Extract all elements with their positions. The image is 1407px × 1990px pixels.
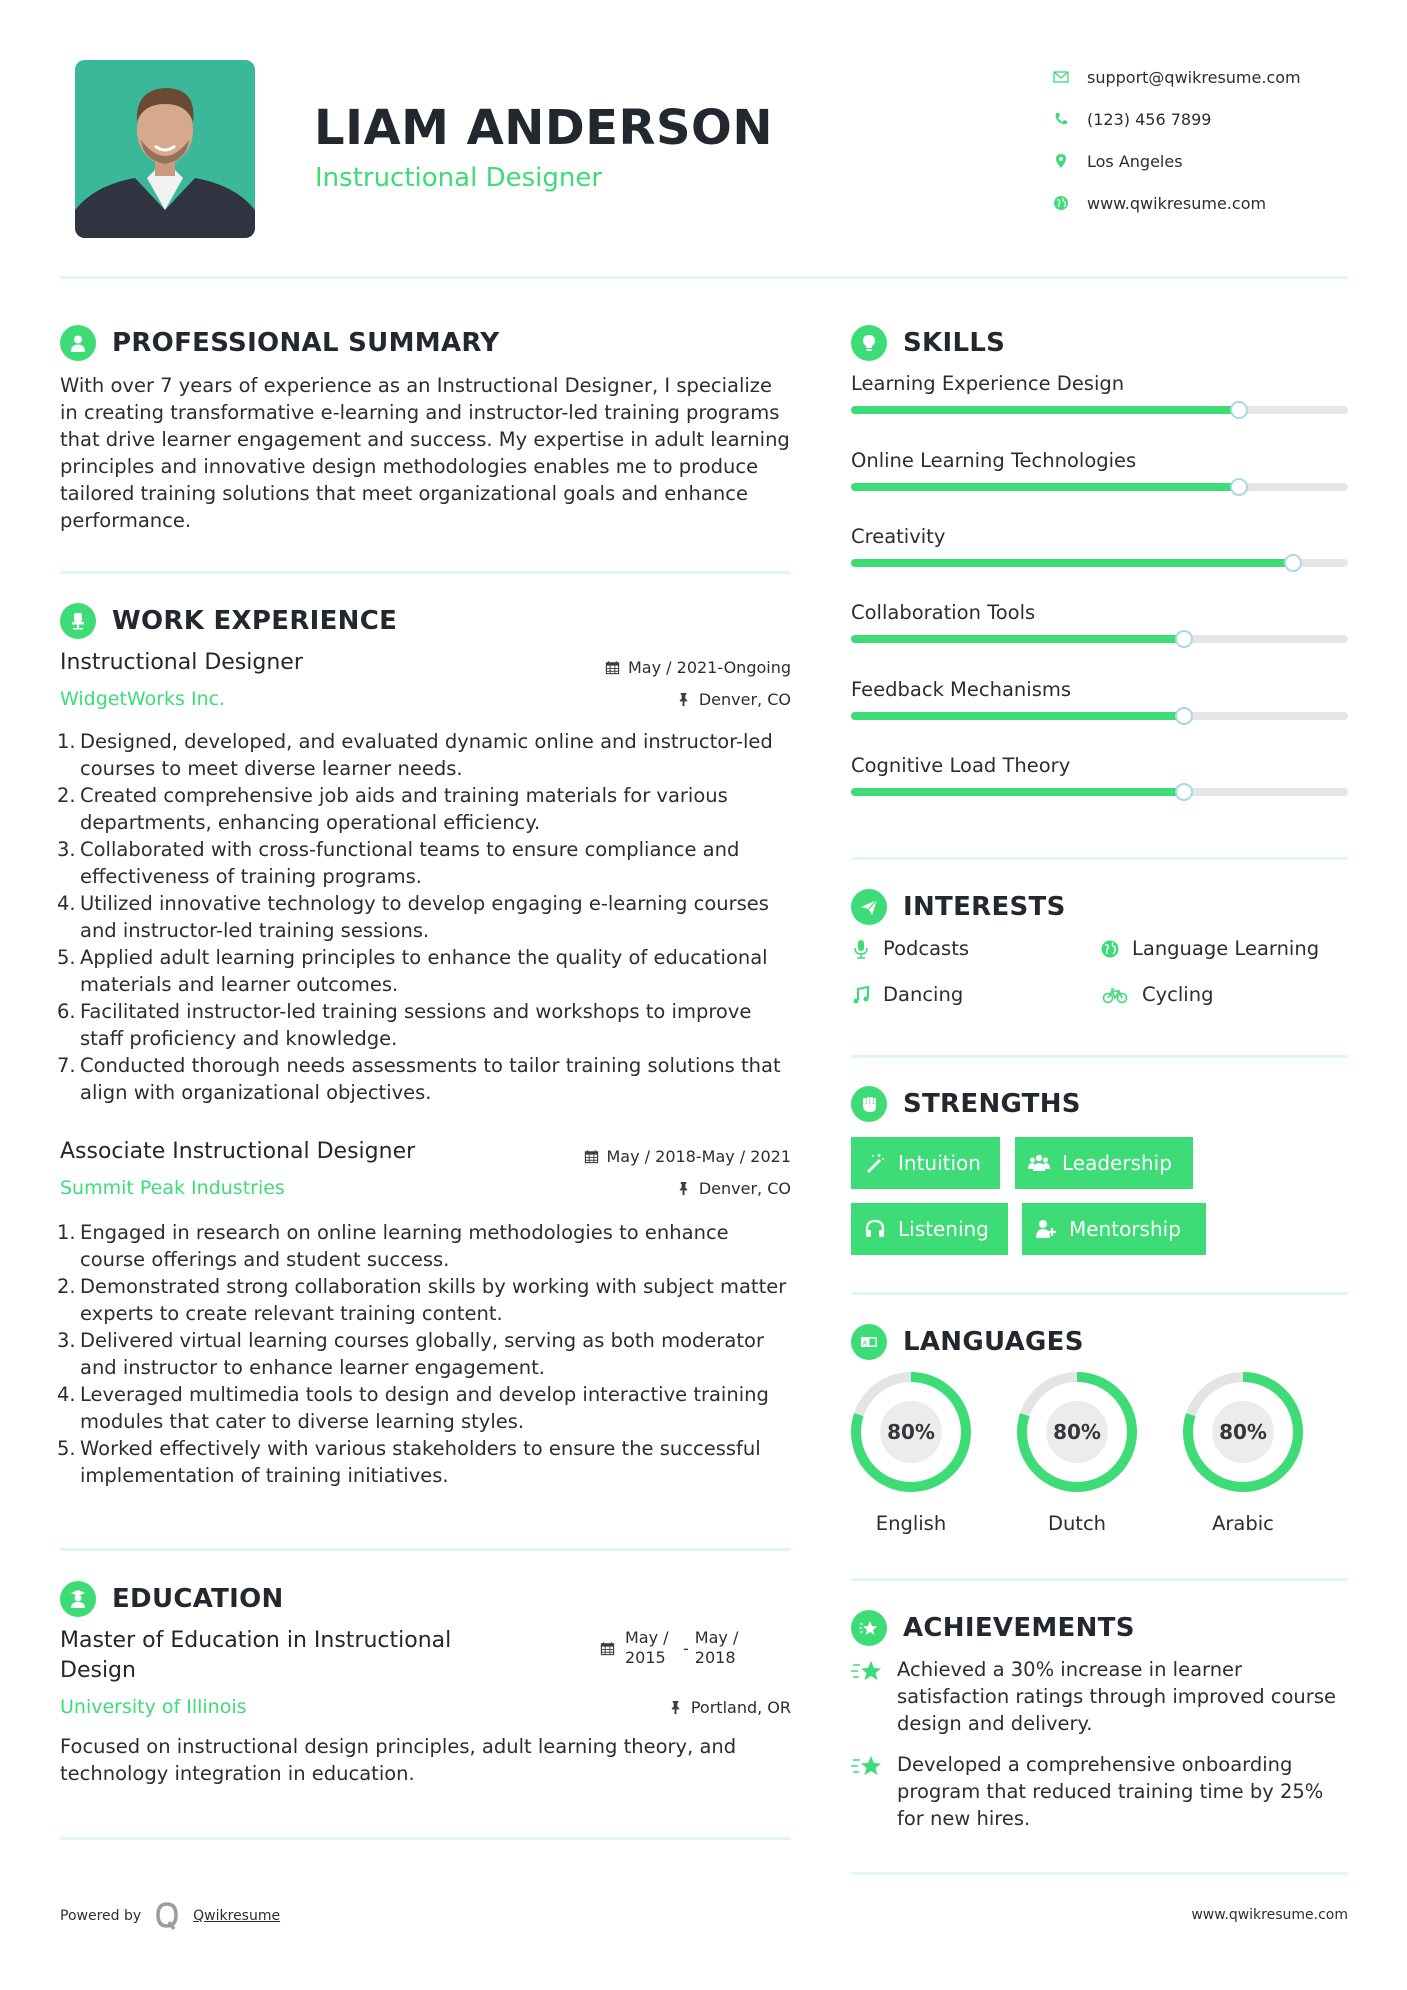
education-location-text: Portland, OR — [690, 1698, 791, 1717]
job-dates-text: May / 2021-Ongoing — [628, 658, 791, 677]
education-divider — [60, 1837, 791, 1840]
microphone-icon — [851, 939, 871, 959]
interest-label: Cycling — [1142, 983, 1214, 1006]
interest-label: Language Learning — [1132, 937, 1320, 960]
job-dates — [584, 1147, 792, 1166]
calendar-icon — [584, 1149, 599, 1164]
interest-item — [851, 937, 969, 960]
contact-phone[interactable] — [1052, 98, 1352, 140]
education-title: EDUCATION — [112, 1584, 284, 1614]
job-company: Summit Peak Industries — [60, 1177, 285, 1199]
calendar-icon — [605, 660, 620, 675]
strength-label: Intuition — [898, 1151, 981, 1175]
skill-slider[interactable] — [851, 788, 1348, 796]
summary-title: PROFESSIONAL SUMMARY — [112, 328, 500, 358]
education-end: May / 2018 — [694, 1628, 739, 1667]
strengths-divider — [851, 1292, 1348, 1295]
skill-fill — [851, 635, 1184, 643]
job-company: WidgetWorks Inc. — [60, 688, 226, 710]
strength-chip — [1015, 1137, 1193, 1189]
star-icon — [851, 1658, 885, 1686]
phone-icon — [1052, 110, 1070, 128]
skill-fill — [851, 559, 1293, 567]
strengths-heading — [851, 1086, 1081, 1122]
job-title: Associate Instructional Designer — [60, 1139, 416, 1164]
language-name: English — [875, 1512, 947, 1535]
strength-chip — [851, 1203, 1008, 1255]
contact-email-text: support@qwikresume.com — [1087, 67, 1301, 87]
language-percent: 80% — [1219, 1420, 1267, 1444]
skill-slider[interactable] — [851, 483, 1348, 491]
strength-label: Listening — [898, 1217, 989, 1241]
job-bullet: 2. Demonstrated strong collaboration skills by working with subject matter experts to create relevant training content. — [57, 1275, 787, 1325]
job-dates-text: May / 2018-May / 2021 — [606, 1147, 791, 1166]
languages-heading — [851, 1324, 1084, 1360]
experience-title: WORK EXPERIENCE — [112, 606, 398, 636]
language-percent: 80% — [887, 1420, 935, 1444]
fist-icon — [851, 1086, 887, 1122]
job-bullet: 4. Utilized innovative technology to develop engaging e-learning courses and instructor-led training sessions. — [57, 892, 769, 942]
skill-slider[interactable] — [851, 635, 1348, 643]
interests-divider — [851, 1055, 1348, 1058]
education-start: May / 2015 — [625, 1628, 669, 1667]
interest-item — [1100, 937, 1319, 960]
strengths-title: STRENGTHS — [903, 1089, 1081, 1119]
achievement-item — [851, 1656, 1348, 1737]
language-name: Arabic — [1212, 1512, 1274, 1535]
languages-title: LANGUAGES — [903, 1327, 1084, 1357]
interests-title: INTERESTS — [903, 892, 1066, 922]
contact-list — [1052, 56, 1352, 224]
skill-knob[interactable] — [1230, 478, 1248, 496]
language-item — [1181, 1370, 1305, 1535]
skill-label: Learning Experience Design — [851, 372, 1125, 395]
skill-knob[interactable] — [1230, 401, 1248, 419]
job-bullet: 5. Applied adult learning principles to enhance the quality of educational materials and learner outcomes. — [57, 946, 768, 996]
job-bullet: 1. Engaged in research on online learning methodologies to enhance course offerings and student success. — [57, 1221, 729, 1271]
strength-label: Mentorship — [1069, 1217, 1181, 1241]
achievement-item — [851, 1751, 1348, 1832]
job-bullet: 6. Facilitated instructor-led training sessions and workshops to improve staff proficiency and knowledge. — [57, 1000, 752, 1050]
job-bullet: 1. Designed, developed, and evaluated dynamic online and instructor-led courses to meet diverse learner needs. — [57, 730, 773, 780]
job-location-text: Denver, CO — [698, 1179, 791, 1198]
powered-by-label: Powered by — [60, 1908, 142, 1924]
summary-divider — [60, 571, 791, 574]
magic-wand-icon — [864, 1152, 886, 1174]
job-bullet: 3. Delivered virtual learning courses globally, serving as both moderator and instructor to enhance learner engagement. — [57, 1329, 764, 1379]
contact-location-text: Los Angeles — [1087, 151, 1183, 171]
pushpin-icon — [676, 692, 691, 707]
interests-heading — [851, 889, 1066, 925]
skill-label: Creativity — [851, 525, 946, 548]
skill-fill — [851, 712, 1184, 720]
translate-icon — [851, 1324, 887, 1360]
achievements-heading — [851, 1610, 1135, 1646]
language-ring — [1015, 1370, 1139, 1494]
skill-label: Collaboration Tools — [851, 601, 1036, 624]
user-icon — [60, 325, 96, 361]
graduate-icon — [60, 1581, 96, 1617]
chair-icon — [60, 603, 96, 639]
education-location — [668, 1698, 791, 1717]
job-entry — [57, 648, 791, 1106]
lightbulb-icon — [851, 325, 887, 361]
job-dates — [605, 658, 791, 677]
headphones-icon — [864, 1218, 886, 1240]
skill-item — [851, 372, 1348, 395]
skill-fill — [851, 406, 1239, 414]
pushpin-icon — [668, 1700, 683, 1715]
job-title: Instructional Designer — [60, 650, 303, 675]
language-item — [849, 1370, 973, 1535]
star-icon — [851, 1753, 885, 1781]
experience-divider — [60, 1548, 791, 1551]
strength-chip — [851, 1137, 1000, 1189]
interest-item — [1100, 983, 1213, 1006]
contact-email[interactable] — [1052, 56, 1352, 98]
contact-website[interactable] — [1052, 182, 1352, 224]
calendar-icon — [600, 1641, 615, 1656]
skills-heading — [851, 325, 1005, 361]
education-dates — [600, 1628, 745, 1668]
envelope-icon — [1052, 68, 1070, 86]
skill-label: Feedback Mechanisms — [851, 678, 1072, 701]
footer-website[interactable]: www.qwikresume.com — [1191, 1907, 1348, 1923]
job-bullets — [57, 728, 791, 1106]
qwikresume-link[interactable]: Qwikresume — [193, 1908, 281, 1924]
date-separator: - — [683, 1638, 689, 1658]
languages-divider — [851, 1578, 1348, 1581]
globe-icon — [1052, 194, 1070, 212]
skill-knob[interactable] — [1175, 630, 1193, 648]
job-bullet: 3. Collaborated with cross-functional teams to ensure compliance and effectiveness of training programs. — [57, 838, 740, 888]
interest-label: Dancing — [883, 983, 964, 1006]
skill-item — [851, 601, 1348, 624]
skills-divider — [851, 857, 1348, 860]
language-item — [1015, 1370, 1139, 1535]
skill-knob[interactable] — [1175, 783, 1193, 801]
contact-website-text: www.qwikresume.com — [1087, 193, 1267, 213]
portrait-image — [75, 60, 255, 238]
school-name: University of Illinois — [60, 1696, 247, 1718]
skill-item — [851, 525, 1348, 548]
header-divider — [60, 276, 1348, 279]
skill-item — [851, 678, 1348, 701]
strength-label: Leadership — [1062, 1151, 1172, 1175]
achievements-divider — [851, 1872, 1348, 1875]
job-bullet: 2. Created comprehensive job aids and training materials for various departments, enhancing operational efficiency. — [57, 784, 728, 834]
job-location — [676, 690, 791, 709]
education-heading — [60, 1581, 284, 1617]
skill-fill — [851, 788, 1184, 796]
skills-title: SKILLS — [903, 328, 1006, 358]
candidate-role: Instructional Designer — [315, 163, 603, 193]
strength-chip — [1022, 1203, 1206, 1255]
interest-item — [851, 983, 963, 1006]
skill-label: Cognitive Load Theory — [851, 754, 1071, 777]
skill-slider[interactable] — [851, 559, 1348, 567]
job-bullets — [57, 1219, 791, 1489]
degree-title: Master of Education in Instructional Design — [60, 1628, 452, 1683]
summary-text: With over 7 years of experience as an Instructional Designer, I specialize in creating transformative e-learning and instructor-led training programs that drive learner engagement and success. My expertise in adult learning principles and innovative design methodologies enables me to produce tailored training solutions that meet organizational goals and enhance performance. — [60, 374, 790, 532]
interest-label: Podcasts — [883, 937, 970, 960]
education-entry — [60, 1626, 791, 1796]
job-location-text: Denver, CO — [698, 690, 791, 709]
contact-location — [1052, 140, 1352, 182]
achievements-title: ACHIEVEMENTS — [903, 1613, 1135, 1643]
language-ring — [1181, 1370, 1305, 1494]
language-ring — [849, 1370, 973, 1494]
skill-fill — [851, 483, 1239, 491]
education-description: Focused on instructional design principles, adult learning theory, and technology integration in education. — [60, 1735, 737, 1785]
language-name: Dutch — [1047, 1512, 1107, 1535]
skill-item — [851, 754, 1348, 777]
qwikresume-logo-icon — [155, 1902, 179, 1930]
job-location — [676, 1179, 791, 1198]
globe-icon — [1100, 939, 1120, 959]
bicycle-icon — [1100, 985, 1130, 1005]
job-bullet: 4. Leveraged multimedia tools to design and develop interactive training modules that cater to diverse learning styles. — [57, 1383, 769, 1433]
map-pin-icon — [1052, 152, 1070, 170]
users-icon — [1028, 1152, 1050, 1174]
summary-heading — [60, 325, 499, 361]
language-percent: 80% — [1053, 1420, 1101, 1444]
skill-knob[interactable] — [1284, 554, 1302, 572]
achievement-text: Developed a comprehensive onboarding program that reduced training time by 25% for new hires. — [897, 1753, 1324, 1830]
experience-heading — [60, 603, 397, 639]
star-badge-icon — [851, 1610, 887, 1646]
skill-item — [851, 449, 1348, 472]
contact-phone-text: (123) 456 7899 — [1087, 109, 1212, 129]
job-bullet: 7. Conducted thorough needs assessments to tailor training solutions that align with organizational objectives. — [57, 1054, 781, 1104]
music-note-icon — [851, 985, 871, 1005]
paper-plane-icon — [851, 889, 887, 925]
footer-powered-by — [60, 1902, 280, 1930]
job-bullet: 5. Worked effectively with various stakeholders to ensure the successful implementation of training initiatives. — [57, 1437, 761, 1487]
svg-text:A: A — [862, 1339, 868, 1347]
user-plus-icon — [1035, 1218, 1057, 1240]
skill-slider[interactable] — [851, 406, 1348, 414]
candidate-name: LIAM ANDERSON — [314, 100, 774, 156]
skill-slider[interactable] — [851, 712, 1348, 720]
profile-photo — [75, 60, 255, 238]
skill-knob[interactable] — [1175, 707, 1193, 725]
pushpin-icon — [676, 1181, 691, 1196]
job-entry — [57, 1139, 791, 1489]
achievement-text: Achieved a 30% increase in learner satisfaction ratings through improved course design and delivery. — [897, 1658, 1336, 1735]
skill-label: Online Learning Technologies — [851, 449, 1137, 472]
